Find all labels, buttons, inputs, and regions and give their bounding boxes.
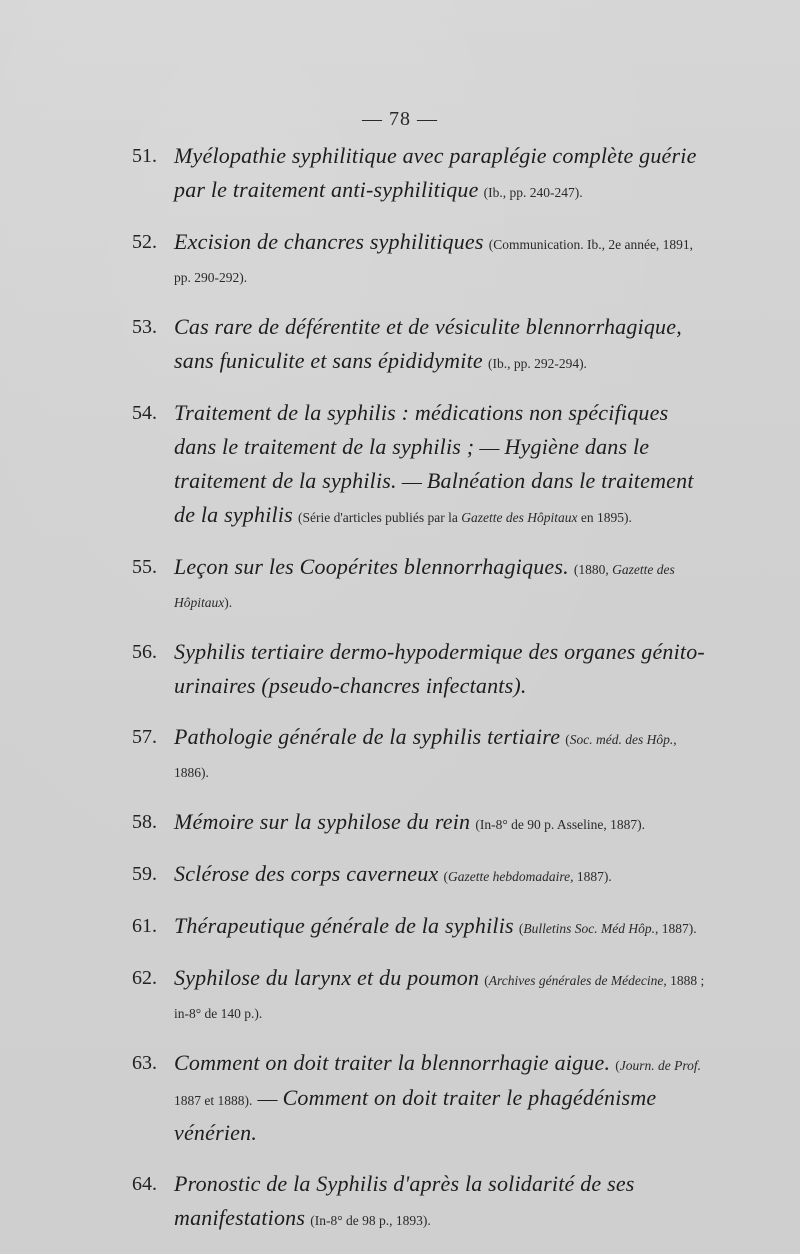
bibliography-entry <box>132 806 707 841</box>
bibliography-entry <box>132 397 707 534</box>
entry-title: Comment on doit traiter la blennorrhagie aigue. <box>174 1050 611 1075</box>
entry-number: 52. <box>132 231 157 253</box>
entry-number: 57. <box>132 726 157 748</box>
entry-title-part: Balnéation dans le traitement de la syphilis <box>174 468 694 527</box>
entry-number: 62. <box>132 967 157 989</box>
entry-reference <box>298 510 632 525</box>
bibliography-entry <box>132 140 707 209</box>
entry-reference: (In-8° de 98 p., 1893). <box>310 1213 431 1228</box>
reference-text: (Série d'articles publiés par la <box>298 510 458 525</box>
entry-title: Leçon sur les Coopérites blennorrhagiques. <box>174 554 569 579</box>
entry-title: Syphilis tertiaire dermo-hypodermique des organes génito-urinaires (pseudo-chancres infectants). <box>174 639 705 698</box>
entry-number: 54. <box>132 402 157 424</box>
entry-title: Syphilose du larynx et du poumon <box>174 965 480 990</box>
entry-number: 63. <box>132 1052 157 1074</box>
entry-title: Excision de chancres syphilitiques <box>174 229 484 254</box>
entry-separator: — <box>401 471 422 493</box>
entry-title: Pathologie générale de la syphilis tertiaire <box>174 724 561 749</box>
reference-text: ( <box>484 973 489 988</box>
reference-text: 1887 et 1888). <box>174 1093 253 1108</box>
entry-number: 56. <box>132 641 157 663</box>
reference-text: ( <box>518 921 524 936</box>
journal-name: Gazette des Hôpitaux <box>174 562 675 610</box>
bibliography-entry <box>132 1168 707 1237</box>
page-number: — 78 — <box>362 108 438 130</box>
reference-text: ( <box>615 1058 620 1073</box>
entry-reference <box>519 921 697 936</box>
journal-name: Archives générales de Médecine <box>488 973 664 988</box>
entry-separator: — <box>479 437 500 459</box>
entry-number: 55. <box>132 556 157 578</box>
entry-number: 53. <box>132 316 157 338</box>
reference-text: , 1886). <box>174 732 677 780</box>
reference-text: , 1887). <box>655 921 697 936</box>
entry-number: 51. <box>132 145 157 167</box>
entry-title-part: Comment on doit traiter le phagédénisme vénérien. <box>174 1085 657 1145</box>
entry-reference: (Ib., pp. 240-247). <box>483 185 583 200</box>
entry-number: 61. <box>132 915 157 937</box>
bibliography-entry <box>132 311 707 380</box>
reference-text: , 1888 ; in-8° de 140 p.). <box>174 973 705 1021</box>
bibliography-entry <box>132 1047 707 1151</box>
entry-reference: (In-8° de 90 p. Asseline, 1887). <box>475 817 645 832</box>
entry-reference <box>444 869 612 884</box>
bibliography-list <box>132 140 707 1254</box>
journal-name: Gazette des Hôpitaux <box>461 510 578 525</box>
entry-title: Pronostic de la Syphilis d'après la solidarité de ses manifestations <box>174 1171 635 1230</box>
entry-title: Thérapeutique générale de la syphilis <box>174 913 514 938</box>
entry-separator: — <box>257 1088 278 1110</box>
entry-title: Sclérose des corps caverneux <box>174 861 439 886</box>
bibliography-entry <box>132 962 707 1030</box>
reference-text: ( <box>565 732 570 747</box>
bibliography-entry <box>132 910 707 945</box>
reference-text: , 1887). <box>570 869 612 884</box>
entry-title: Traitement de la syphilis : médications non spécifiques dans le traitement de la syphilis ; <box>174 400 669 459</box>
entry-title: Myélopathie syphilitique avec paraplégie complète guérie par le traitement anti-syphilitique <box>174 143 697 202</box>
entry-title: Mémoire sur la syphilose du rein <box>174 809 471 834</box>
reference-text: (1880, <box>573 562 609 577</box>
reference-text: ( <box>443 869 449 884</box>
bibliography-entry <box>132 858 707 893</box>
entry-number: 58. <box>132 811 157 833</box>
entry-reference: (Ib., pp. 292-294). <box>487 356 587 371</box>
bibliography-entry <box>132 636 707 704</box>
reference-text: en 1895). <box>580 510 632 525</box>
entry-title-part: Hygiène dans le traitement de la syphilis. <box>174 434 650 493</box>
entry-title: Cas rare de déférentite et de vésiculite blennorrhagique, sans funiculite et sans épididymite <box>174 314 682 373</box>
entry-number: 64. <box>132 1173 157 1195</box>
journal-name: Soc. méd. des Hôp. <box>569 732 674 747</box>
journal-name: Journ. de Prof. <box>619 1058 701 1073</box>
entry-reference: (Communication. Ib., 2e année, 1891, pp. 290-292). <box>174 237 694 285</box>
entry-number: 59. <box>132 863 157 885</box>
journal-name: Bulletins Soc. Méd Hôp. <box>523 921 655 936</box>
journal-name: Gazette hebdomadaire <box>448 869 571 884</box>
bibliography-entry <box>132 551 707 619</box>
bibliography-entry <box>132 721 707 789</box>
bibliography-entry <box>132 226 707 294</box>
reference-text: ). <box>224 595 233 610</box>
